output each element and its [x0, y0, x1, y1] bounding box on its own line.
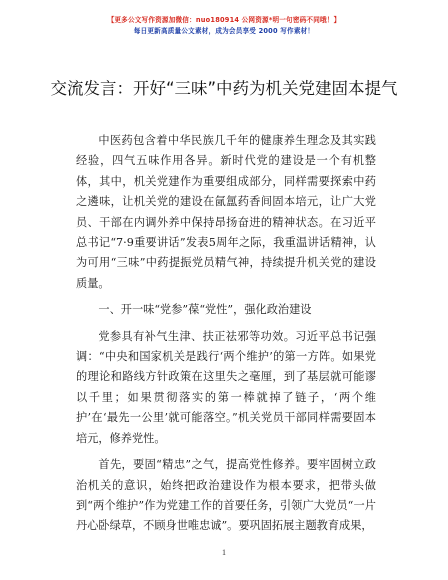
document-body: [76, 131, 376, 543]
document-title: 交流发言：开好“三味”中药为机关党建固本提气: [50, 79, 398, 98]
body-paragraph: 党参具有补气生津、扶正祛邪等功效。习近平总书记强调：“中央和国家机关是践行‘两个维护’的第一方阵。如果党的理论和路线方针政策在这里失之毫厘，到了基层就可能谬以千里；如果贯彻落实的第一棒就掉了链子，‘两个维护’在‘最先一公里’就可能落空。”机关党员干部同样需要固本培元，修养党性。: [76, 329, 376, 445]
header-promo-line: 【更多公文写作资源加微信：nuo180914 公网资源*明一句密码不同哦！】: [107, 16, 341, 24]
body-paragraph: 首先，要固“精忠”之气，提高党性修养。要牢固树立政治机关的意识，始终把政治建设作为根本要求，把带头做到“两个维护”作为党建工作的首要任务，引领广大党员“一片丹心卧绿草，不顾身世唯忠诚”。要巩固拓展主题教育成果，: [76, 458, 376, 533]
section-heading: 一、开一味“党参”葆“党性”，强化政治建设: [98, 303, 312, 317]
header-subpromo-line: 每日更新高质量公文素材，成为会员享受 2000 写作素材！: [133, 27, 315, 35]
page-number: 1: [222, 548, 226, 557]
body-paragraph: 中医药包含着中华民族几千年的健康养生理念及其实践经验，四气五味作用各异。新时代党的建设是一个有机整体，其中，机关党建作为重要组成部分，同样需要探索中药之遴味，让机关党的建设在氤氲药香间固本培元，让广大党员、干部在内调外养中保持昂扬奋进的精神状态。在习近平总书记“7·9重要讲话”发表5周年之际，我重温讲话精神，认为可用“三味”中药提振党员精气神，持续提升机关党的建设质量。: [76, 134, 376, 290]
